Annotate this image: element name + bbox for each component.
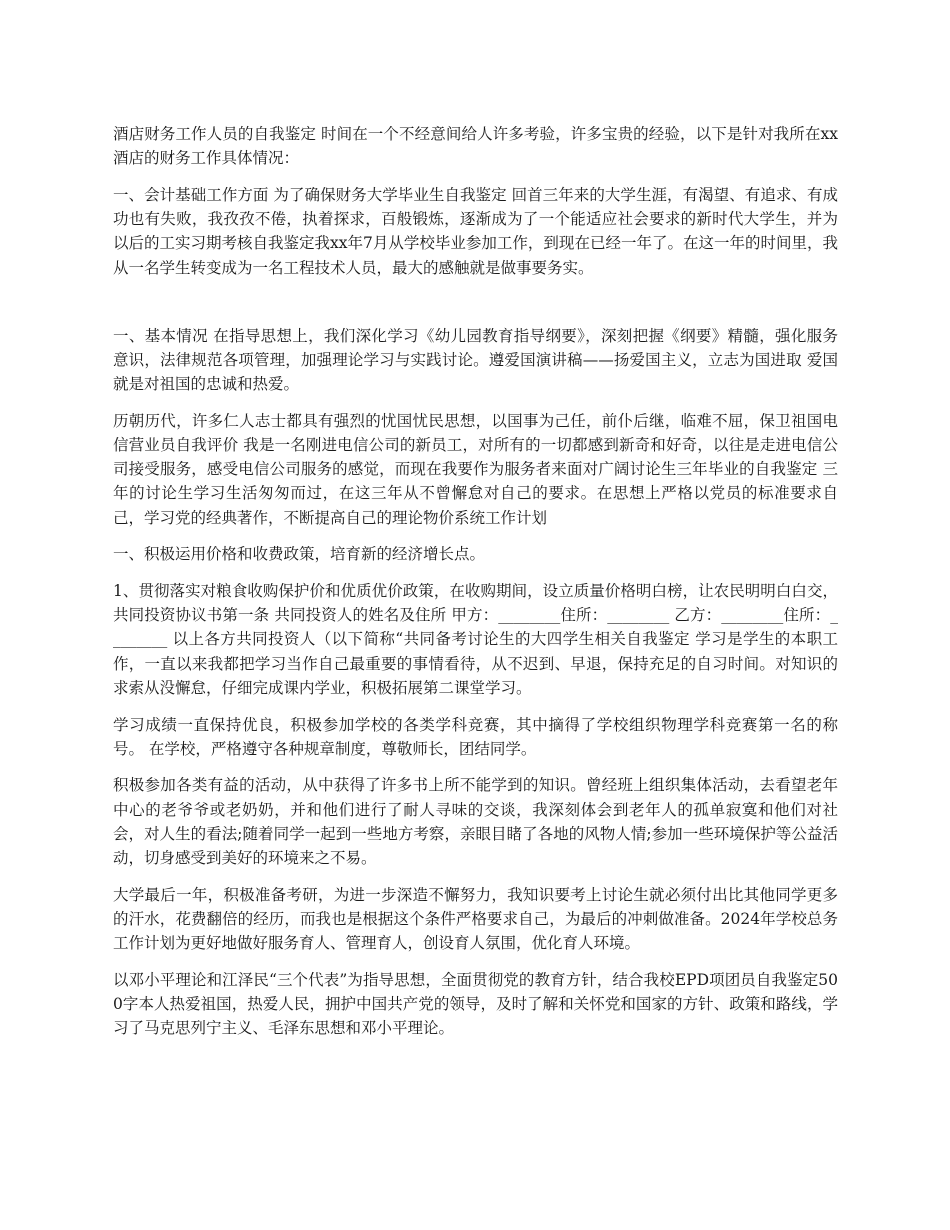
paragraph-price-policy-heading: 一、积极运用价格和收费政策，培育新的经济增长点。 — [113, 545, 486, 564]
paragraph-activities: 积极参加各类有益的活动，从中获得了许多书上所不能学到的知识。曾经班上组织集体活动，去看望老年中心的老爷爷或老奶奶，并和他们进行了耐人寻味的交谈，我深刻体会到老年人的孤单寂寞和他们对社会，对人生的看法;随着同学一起到一些地方考察，亲眼目睹了各地的风物人情;参加一些环境保护等公益活动，切身感受到美好的环境来之不易。 — [113, 776, 838, 868]
paragraph-basic-situation: 一、基本情况 在指导思想上，我们深化学习《幼儿园教育指导纲要》，深刻把握《纲要》精髓，强化服务意识，法律规范各项管理，加强理论学习与实践讨论。遵爱国演讲稿——扬爱国主义，立志为国进取 爱国就是对祖国的忠诚和热爱。 — [113, 326, 838, 394]
paragraph-guiding-thought: 以邓小平理论和江泽民“三个代表”为指导思想，全面贯彻党的教育方针，结合我校EPD项团员自我鉴定500字本人热爱祖国，热爱人民，拥护中国共产党的领导，及时了解和关怀党和国家的方针、政策和路线，学习了马克思列宁主义、毛泽东思想和邓小平理论。 — [113, 970, 838, 1038]
paragraph-hotel-finance-intro: 酒店财务工作人员的自我鉴定 时间在一个不经意间给人许多考验，许多宝贵的经验，以下是针对我所在xx酒店的财务工作具体情况： — [113, 125, 838, 168]
paragraph-grain-purchase: 1、贯彻落实对粮食收购保护价和优质优价政策，在收购期间，设立质量价格明白榜，让农民明明白白交，共同投资协议书第一条 共同投资人的姓名及住所 甲方：________住所：________ 乙方：________住所：________ 以上各方共同投资人（以下简称“共同备考讨论生的大四学生相关自我鉴定 学习是学生的本职工作，一直以来我都把学习当作自己最重要的事情看待，从不迟到、早退，保持充足的自习时间。对知识的求索从没懈怠，仔细完成课内学业，积极拓展第二课堂学习。 — [113, 582, 838, 697]
paragraph-patriots-history: 历朝历代，许多仁人志士都具有强烈的忧国忧民思想，以国事为己任，前仆后继，临难不屈，保卫祖国电信营业员自我评价 我是一名刚进电信公司的新员工，对所有的一切都感到新奇和好奇，以往是走进电信公司接受服务，感受电信公司服务的感觉，而现在我要作为服务者来面对广阔讨论生三年毕业的自我鉴定 三年的讨论生学习生活匆匆而过，在这三年从不曾懈怠对自己的要求。在思想上严格以党员的标准要求自己，学习党的经典著作，不断提高自己的理论物价系统工作计划 — [113, 411, 838, 527]
paragraph-academic-performance: 学习成绩一直保持优良，积极参加学校的各类学科竞赛，其中摘得了学校组织物理学科竞赛第一名的称号。 在学校，严格遵守各种规章制度，尊敬师长，团结同学。 — [113, 715, 838, 758]
paragraph-final-year: 大学最后一年，积极准备考研，为进一步深造不懈努力，我知识要考上讨论生就必须付出比其他同学更多的汗水，花费翻倍的经历，而我也是根据这个条件严格要求自己，为最后的冲刺做准备。2024年学校总务工作计划为更好地做好服务育人、管理育人，创设育人氛围，优化育人环境。 — [113, 885, 838, 953]
document-body — [113, 122, 838, 1053]
paragraph-accounting-basics: 一、会计基础工作方面 为了确保财务大学毕业生自我鉴定 回首三年来的大学生涯，有渴望、有追求、有成功也有失败，我孜孜不倦，执着探求，百般锻炼，逐渐成为了一个能适应社会要求的新时代大学生，并为以后的工实习期考核自我鉴定我xx年7月从学校毕业参加工作，到现在已经一年了。在这一年的时间里，我从一名学生转变成为一名工程技术人员，最大的感触就是做事要务实。 — [113, 185, 838, 277]
